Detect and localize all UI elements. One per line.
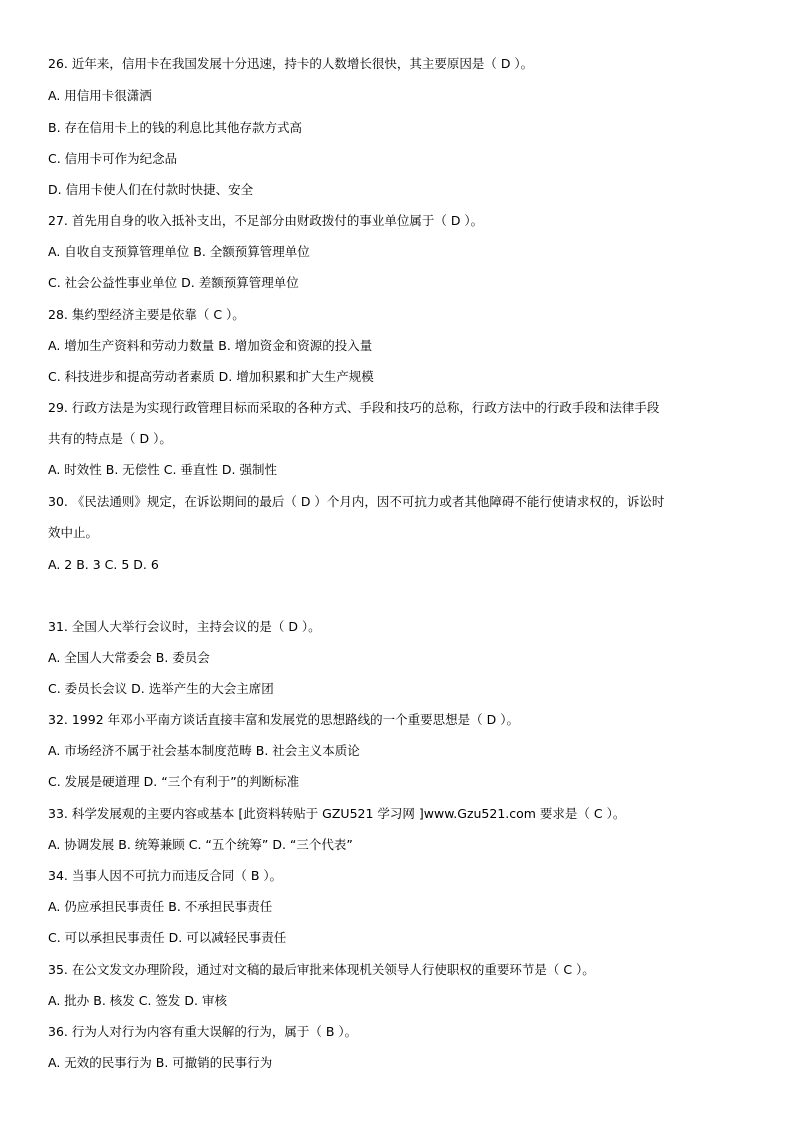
question-29-line1: 29. 行政方法是为实现行政管理目标而采取的各种方式、手段和技巧的总称，行政方法中的行政手段和法律手段 (48, 400, 660, 415)
question-34: 34. 当事人因不可抗力而违反合同（ B ）。 (48, 868, 283, 883)
question-28: 28. 集约型经济主要是依靠（ C ）。 (48, 307, 245, 322)
q26-option-a: A. 用信用卡很潇洒 (48, 88, 152, 103)
q33-options: A. 协调发展 B. 统筹兼顾 C. “五个统筹” D. “三个代表” (48, 837, 353, 852)
q26-option-b: B. 存在信用卡上的钱的利息比其他存款方式高 (48, 120, 303, 135)
q28-options-cd: C. 科技进步和提高劳动者素质 D. 增加积累和扩大生产规模 (48, 369, 374, 384)
question-32: 32. 1992 年邓小平南方谈话直接丰富和发展党的思想路线的一个重要思想是（ D ）。 (48, 712, 519, 727)
q27-options-cd: C. 社会公益性事业单位 D. 差额预算管理单位 (48, 275, 299, 290)
question-31: 31. 全国人大举行会议时，主持会议的是（ D ）。 (48, 619, 321, 634)
question-30-line2: 效中止。 (48, 525, 99, 540)
question-35: 35. 在公文发文办理阶段，通过对文稿的最后审批来体现机关领导人行使职权的重要环节是（ C ）。 (48, 962, 595, 977)
q36-options-ab: A. 无效的民事行为 B. 可撤销的民事行为 (48, 1055, 273, 1070)
question-36: 36. 行为人对行为内容有重大误解的行为，属于（ B ）。 (48, 1024, 358, 1039)
q26-option-c: C. 信用卡可作为纪念品 (48, 151, 178, 166)
q32-options-ab: A. 市场经济不属于社会基本制度范畴 B. 社会主义本质论 (48, 743, 360, 758)
q30-options: A. 2 B. 3 C. 5 D. 6 (48, 557, 159, 572)
question-30-line1: 30. 《民法通则》规定，在诉讼期间的最后（ D ）个月内，因不可抗力或者其他障碍不能行使请求权的，诉讼时 (48, 494, 665, 509)
q28-options-ab: A. 增加生产资料和劳动力数量 B. 增加资金和资源的投入量 (48, 338, 373, 353)
q34-options-cd: C. 可以承担民事责任 D. 可以减轻民事责任 (48, 930, 287, 945)
q31-options-cd: C. 委员长会议 D. 选举产生的大会主席团 (48, 681, 274, 696)
q29-options: A. 时效性 B. 无偿性 C. 垂直性 D. 强制性 (48, 462, 277, 477)
q34-options-ab: A. 仍应承担民事责任 B. 不承担民事责任 (48, 899, 273, 914)
question-26: 26. 近年来，信用卡在我国发展十分迅速，持卡的人数增长很快，其主要原因是（ D ）。 (48, 56, 534, 71)
q27-options-ab: A. 自收自支预算管理单位 B. 全额预算管理单位 (48, 244, 310, 259)
q31-options-ab: A. 全国人大常委会 B. 委员会 (48, 650, 210, 665)
question-33: 33. 科学发展观的主要内容或基本 [此资料转贴于 GZU521 学习网 ]www.Gzu521.com 要求是（ C ）。 (48, 806, 626, 821)
q35-options: A. 批办 B. 核发 C. 签发 D. 审核 (48, 993, 227, 1008)
question-27: 27. 首先用自身的收入抵补支出，不足部分由财政拨付的事业单位属于（ D ）。 (48, 213, 484, 228)
question-29-line2: 共有的特点是（ D ）。 (48, 431, 172, 446)
q26-option-d: D. 信用卡使人们在付款时快捷、安全 (48, 182, 254, 197)
q32-options-cd: C. 发展是硬道理 D. “三个有利于”的判断标准 (48, 774, 300, 789)
